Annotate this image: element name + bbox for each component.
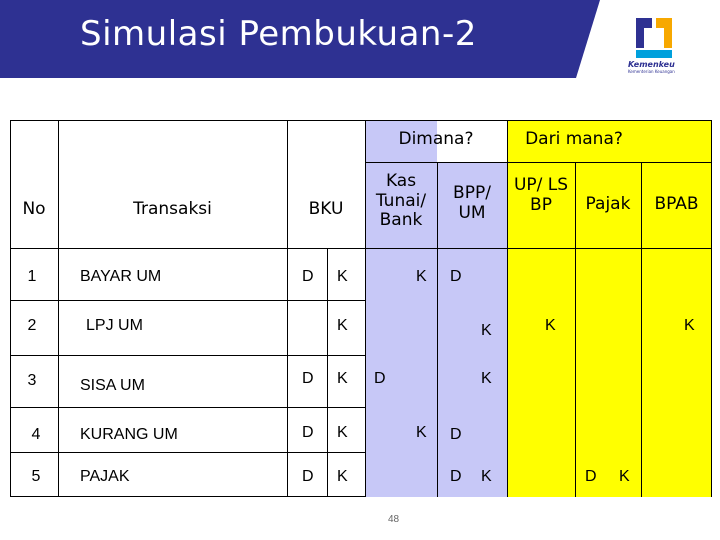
col-line-kas — [437, 162, 438, 497]
row3-bottom-line — [10, 407, 365, 408]
row5-bpp-debit: D — [450, 468, 462, 485]
row4-bpp-debit: D — [450, 426, 462, 443]
row4-bku-kredit: K — [337, 424, 348, 441]
row4-kas-kredit: K — [416, 424, 427, 441]
row2-transaksi: LPJ UM — [86, 317, 143, 334]
row5-transaksi: PAJAK — [80, 468, 130, 485]
row5-pajak-kredit: K — [619, 468, 630, 485]
header-kas: Kas Tunai/ Bank — [375, 171, 427, 231]
header-dimana: Dimana? — [398, 129, 474, 149]
col-line-bku-mid — [327, 248, 328, 497]
row5-bku-debit: D — [302, 468, 314, 485]
col-line-bpp — [507, 120, 508, 497]
row2-bottom-line — [10, 355, 365, 356]
col-line-transaksi — [287, 120, 288, 497]
col-line-left — [10, 120, 11, 497]
row1-bku-kredit: K — [337, 268, 348, 285]
col-line-no — [58, 120, 59, 497]
logo-name: Kemenkeu — [628, 60, 675, 69]
row3-bku-debit: D — [302, 370, 314, 387]
header — [0, 0, 720, 78]
row5-bku-kredit: K — [337, 468, 348, 485]
header-bottom-line — [10, 248, 712, 249]
table-bottom-border — [10, 496, 365, 497]
row3-no: 3 — [27, 372, 37, 389]
row2-up-kredit: K — [545, 317, 556, 334]
row2-bku-kredit: K — [337, 317, 348, 334]
row4-transaksi: KURANG UM — [80, 426, 178, 443]
row2-bpp-kredit: K — [481, 322, 492, 339]
row1-no: 1 — [27, 268, 37, 285]
header-bku: BKU — [308, 199, 344, 219]
row4-no: 4 — [31, 426, 41, 443]
row1-bku-debit: D — [302, 268, 314, 285]
row1-kas-kredit: K — [416, 268, 427, 285]
page-number: 48 — [388, 514, 400, 525]
col-line-bku — [365, 120, 366, 497]
subheader-line — [365, 162, 712, 163]
page-title: Simulasi Pembukuan-2 — [80, 14, 477, 54]
row1-bottom-line — [10, 300, 365, 301]
header-bpab: BPAB — [654, 194, 699, 214]
row5-bpp-kredit: K — [481, 468, 492, 485]
row2-no: 2 — [27, 317, 37, 334]
header-bpp: BPP/ UM — [453, 183, 491, 223]
row5-pajak-debit: D — [585, 468, 597, 485]
header-no: No — [22, 199, 46, 219]
row3-transaksi: SISA UM — [80, 377, 145, 394]
table-top-border — [10, 120, 712, 121]
col-line-right — [711, 120, 712, 497]
row4-bottom-line — [10, 452, 365, 453]
row2-bpab-kredit: K — [684, 317, 695, 334]
header-up: UP/ LS BP — [513, 175, 569, 215]
row3-kas-debit: D — [374, 370, 386, 387]
row3-bku-kredit: K — [337, 370, 348, 387]
row1-bpp-debit: D — [450, 268, 462, 285]
row5-no: 5 — [31, 468, 41, 485]
row4-bku-debit: D — [302, 424, 314, 441]
header-darimana: Dari mana? — [525, 129, 623, 149]
row3-bpp-kredit: K — [481, 370, 492, 387]
logo-subtitle: Kementerian Keuangan — [628, 69, 675, 74]
header-transaksi: Transaksi — [133, 199, 212, 219]
row1-transaksi: BAYAR UM — [80, 268, 162, 285]
header-pajak: Pajak — [585, 194, 631, 214]
